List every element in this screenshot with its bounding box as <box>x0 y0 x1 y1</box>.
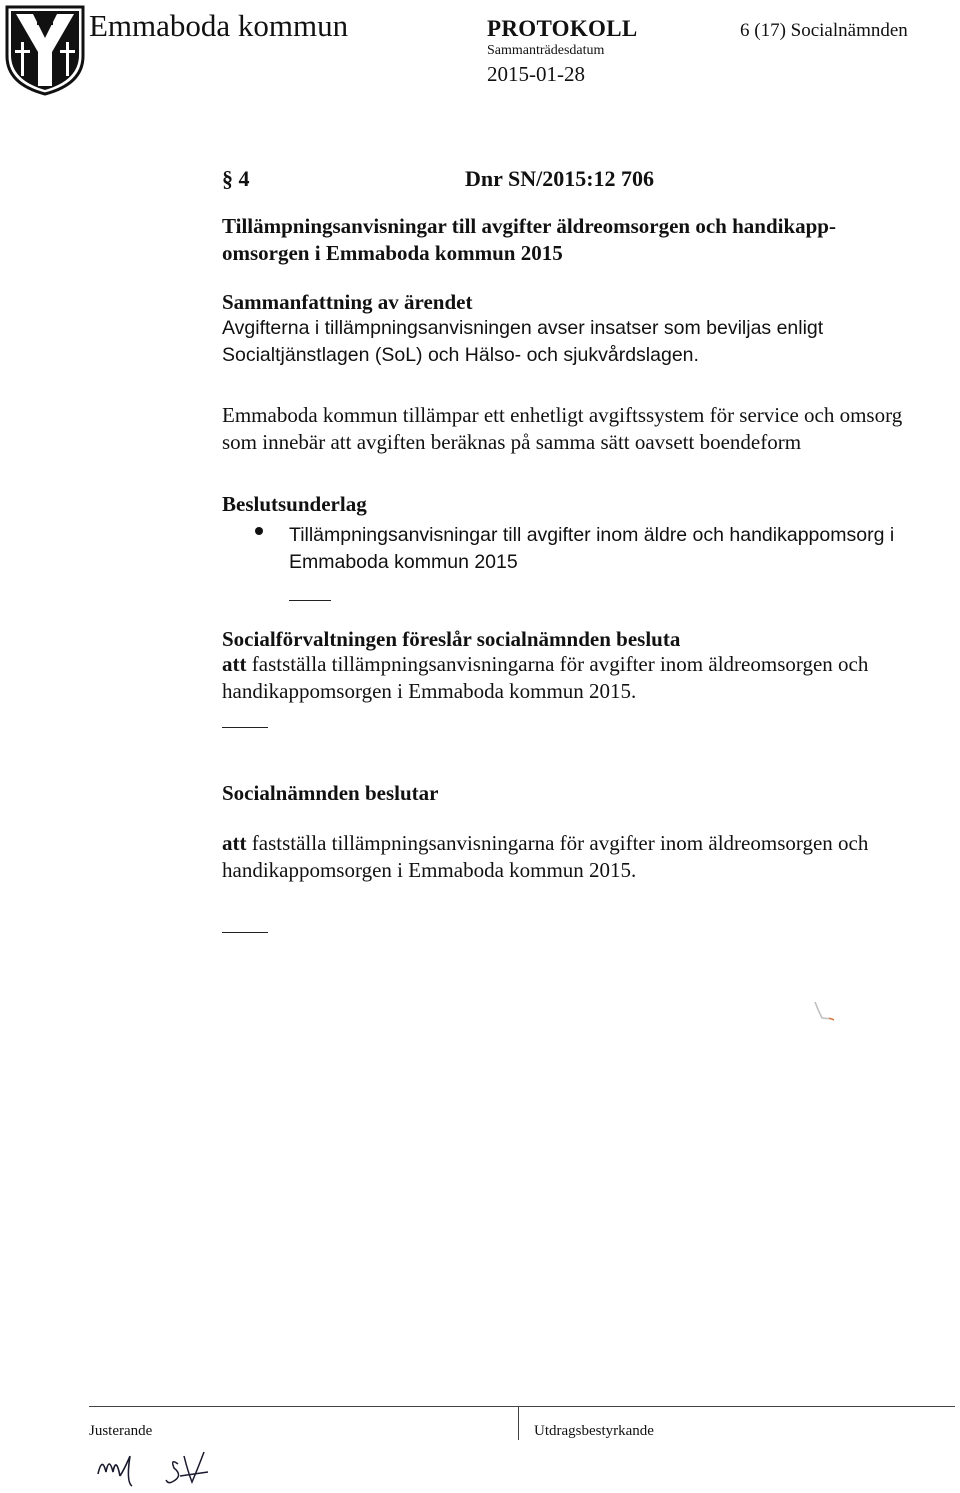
decision-text <box>222 830 868 884</box>
case-title-line: Tillämpningsanvisningar till avgifter äldreomsorgen och handikapp- <box>222 214 836 238</box>
paragraph-number: § 4 <box>222 166 250 191</box>
basis-item-line: Emmaboda kommun 2015 <box>289 551 518 573</box>
meeting-date-label: Sammanträdesdatum <box>487 43 605 58</box>
att-keyword: att <box>222 831 247 855</box>
utdragsbestyrkande-label: Utdragsbestyrkande <box>534 1423 654 1439</box>
summary-text <box>222 315 823 369</box>
decision-line <box>222 830 868 857</box>
basis-heading: Beslutsunderlag <box>222 492 367 516</box>
footer-divider <box>518 1406 519 1440</box>
proposal-line-text: fastställa tillämpningsanvisningarna för avgifter inom äldreomsorgen och <box>246 652 869 676</box>
body-text <box>222 402 902 456</box>
proposal-heading: Socialförvaltningen föreslår socialnämnden besluta <box>222 627 681 651</box>
case-title-line: omsorgen i Emmaboda kommun 2015 <box>222 241 563 265</box>
decision-heading: Socialnämnden beslutar <box>222 781 439 805</box>
basis-list-item <box>289 522 894 576</box>
body-line: som innebär att avgiften beräknas på samma sätt oavsett boendeform <box>222 430 802 454</box>
proposal-line <box>222 651 868 678</box>
bullet-icon <box>255 527 263 535</box>
proposal-line: handikappomsorgen i Emmaboda kommun 2015. <box>222 679 637 703</box>
document-type: PROTOKOLL <box>487 16 638 41</box>
footer-rule <box>89 1406 955 1407</box>
municipality-name: Emmaboda kommun <box>89 8 349 43</box>
justerande-label: Justerande <box>89 1423 153 1439</box>
meeting-date: 2015-01-28 <box>487 62 585 86</box>
pen-mark-icon <box>812 1000 836 1022</box>
basis-item-line: Tillämpningsanvisningar till avgifter inom äldre och handikappomsorg i <box>289 524 895 546</box>
handwritten-initials-signature <box>92 1442 242 1492</box>
summary-line: Socialtjänstlagen (SoL) och Hälso- och sjukvårdslagen. <box>222 344 699 366</box>
att-keyword: att <box>222 652 247 676</box>
page-info: 6 (17) Socialnämnden <box>740 20 908 41</box>
summary-heading: Sammanfattning av ärendet <box>222 290 473 314</box>
decision-line-text: fastställa tillämpningsanvisningarna för avgifter inom äldreomsorgen och <box>246 831 869 855</box>
diary-number: Dnr SN/2015:12 706 <box>465 166 655 191</box>
summary-line: Avgifterna i tillämpningsanvisningen avser insatser som beviljas enligt <box>222 317 824 339</box>
divider <box>222 932 268 933</box>
proposal-text <box>222 651 868 705</box>
divider <box>289 600 331 601</box>
municipal-coat-of-arms-logo <box>4 4 86 96</box>
divider <box>222 727 268 728</box>
decision-line: handikappomsorgen i Emmaboda kommun 2015. <box>222 858 637 882</box>
case-title <box>222 213 836 267</box>
body-line: Emmaboda kommun tillämpar ett enhetligt avgiftssystem för service och omsorg <box>222 403 903 427</box>
